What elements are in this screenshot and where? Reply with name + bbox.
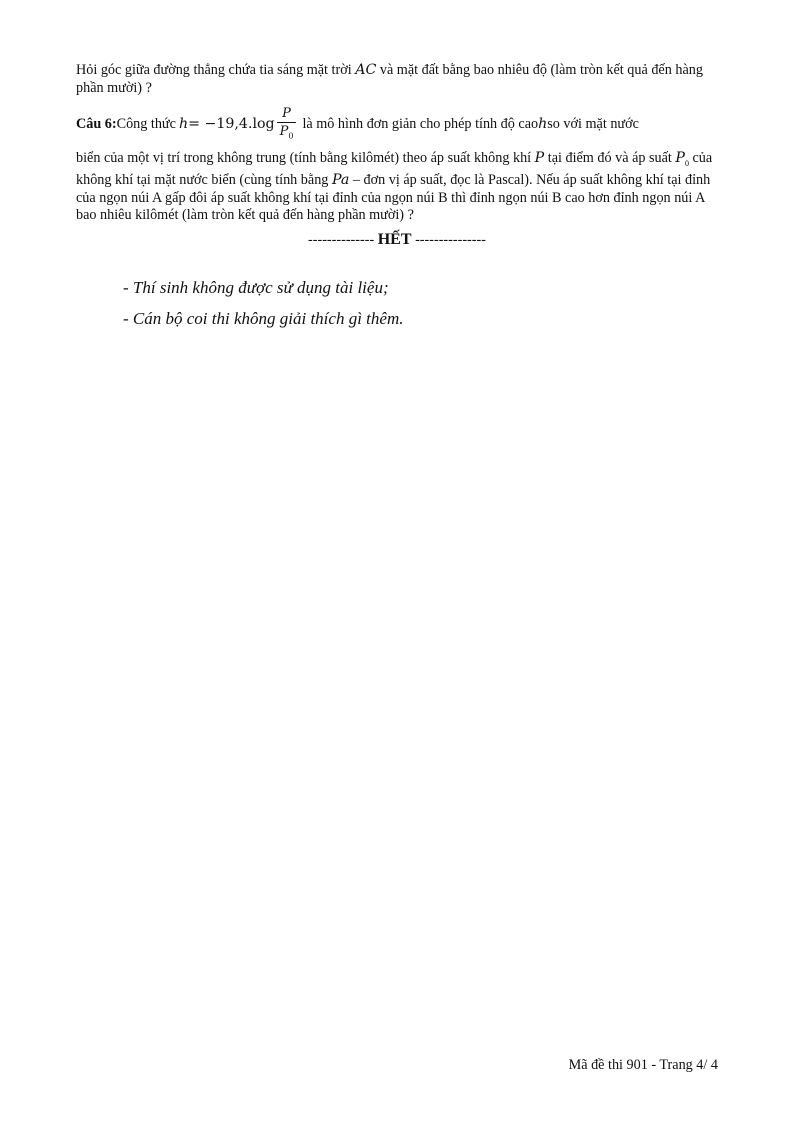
var-p: P xyxy=(534,150,545,166)
var-p0-subscript: 0 xyxy=(684,158,689,168)
fraction-numerator: P xyxy=(282,105,291,121)
exam-notes xyxy=(123,272,403,334)
question-6-body xyxy=(76,150,718,225)
text-segment: tại điểm đó và áp suất xyxy=(544,150,676,166)
text-segment: biển của một vị trí trong không trung (tính bằng kilômét) theo áp suất không khí xyxy=(76,150,535,166)
text-segment: và mặt đất bằng bao nhiêu độ (làm tròn kết quả đến hàng phần mười) ? xyxy=(76,62,703,96)
paragraph-question-5-end xyxy=(76,62,718,97)
text-segment: của không khí tại mặt nước biển (cùng tính bằng xyxy=(76,150,713,189)
end-label: HẾT xyxy=(377,230,412,248)
den-var: P xyxy=(279,123,289,139)
text-segment: là mô hình đơn giản cho phép tính độ cao xyxy=(302,116,539,133)
fraction-p-over-p0 xyxy=(277,106,297,145)
page-content xyxy=(76,62,718,249)
text-segment: Công thức xyxy=(116,116,176,133)
math-ac: AC xyxy=(355,62,377,78)
formula-h: h xyxy=(178,116,189,133)
text-segment: so với mặt nước xyxy=(547,116,639,133)
question-label: Câu 6: xyxy=(76,116,117,133)
var-pa: Pa xyxy=(331,172,350,189)
text-segment: Hỏi góc giữa đường thẳng chứa tia sáng mặt trời xyxy=(76,62,356,78)
note-item: - Thí sinh không được sử dụng tài liệu; xyxy=(123,278,389,297)
dashes-left: -------------- xyxy=(308,231,378,248)
text-segment: – đơn vị áp suất, đọc là Pascal). Nếu áp suất không khí tại đỉnh của ngọn núi A gấp đôi áp suất không khí tại đỉnh của ngọn núi B thì đỉnh ngọn núi B cao hơn đỉnh ngọn núi A bao nhiêu kilômét (làm tròn kết quả đến hàng phần mười) ? xyxy=(76,172,711,224)
var-h: h xyxy=(538,116,548,133)
formula-rhs: = −19,4.log xyxy=(188,116,275,133)
note-item: - Cán bộ coi thi không giải thích gì thêm. xyxy=(123,309,404,328)
var-p0: P xyxy=(675,150,685,166)
den-subscript: 0 xyxy=(288,131,294,141)
question-6 xyxy=(76,105,718,225)
dashes-right: --------------- xyxy=(411,231,486,248)
fraction-denominator xyxy=(277,123,297,145)
end-marker xyxy=(76,231,718,250)
page-footer: Mã đề thi 901 - Trang 4/ 4 xyxy=(568,1057,718,1073)
question-6-first-line xyxy=(76,105,718,145)
